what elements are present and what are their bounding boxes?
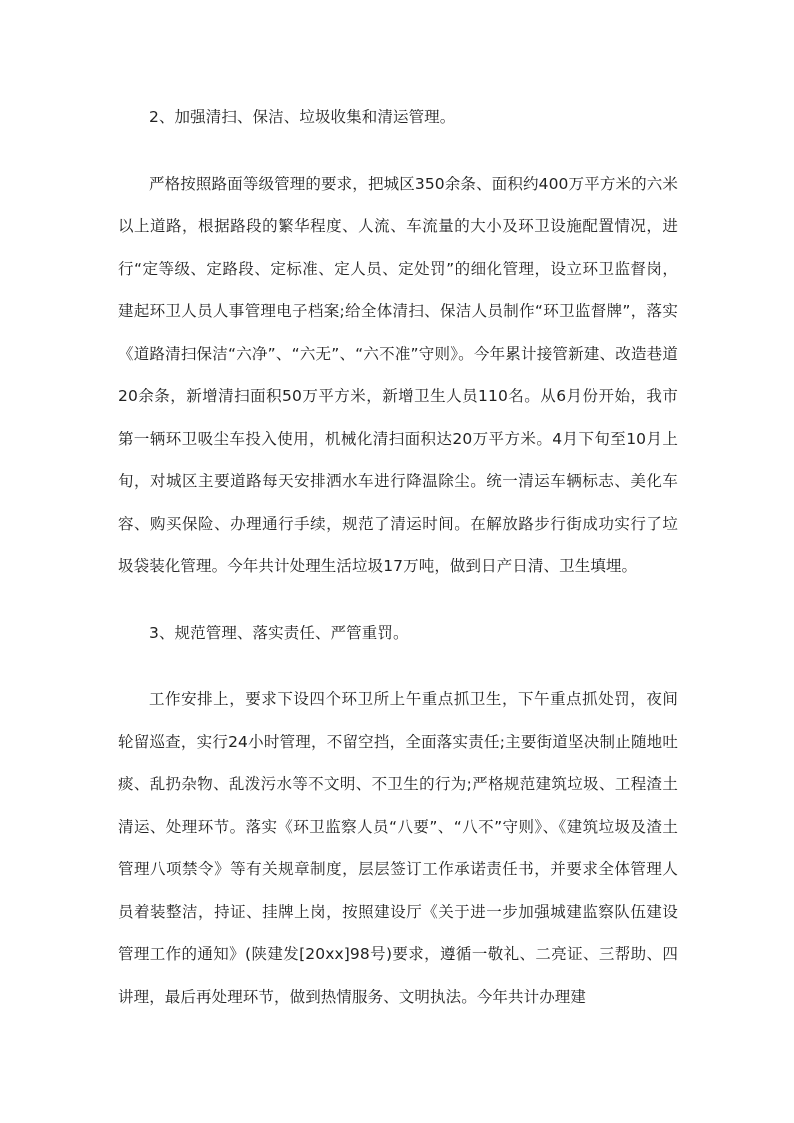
section-2-paragraph: 严格按照路面等级管理的要求，把城区350余条、面积约400万平方米的六米以上道路，根据路段的繁华程度、人流、车流量的大小及环卫设施配置情况，进行“定等级、定路段、定标准、定人员、定处罚”的细化管理，设立环卫监督岗，建起环卫人员人事管理电子档案;给全体清扫、保洁人员制作“环卫监督牌”，落实《道路清扫保洁“六净”、“六无”、“六不准”守则》。今年累计接管新建、改造巷道20余条，新增清扫面积50万平方米，新增卫生人员110名。从6月份开始，我市第一辆环卫吸尘车投入使用，机械化清扫面积达20万平方米。4月下旬至10月上旬，对城区主要道路每天安排洒水车进行降温除尘。统一清运车辆标志、美化车容、购买保险、办理通行手续，规范了清运时间。在解放路步行街成功实行了垃圾袋装化管理。今年共计处理生活垃圾17万吨，做到日产日清、卫生填埋。	[118, 174, 678, 575]
section-heading-3: 3、规范管理、落实责任、严管重罚。	[149, 623, 409, 642]
section-heading-2: 2、加强清扫、保洁、垃圾收集和清运管理。	[149, 108, 456, 126]
section-3-paragraph: 工作安排上，要求下设四个环卫所上午重点抓卫生，下午重点抓处罚，夜间轮留巡查，实行24小时管理，不留空挡，全面落实责任;主要街道坚决制止随地吐痰、乱扔杂物、乱泼污水等不文明、不卫生的行为;严格规范建筑垃圾、工程渣土清运、处理环节。落实《环卫监察人员“八要”、“八不”守则》、《建筑垃圾及渣土管理八项禁令》等有关规章制度，层层签订工作承诺责任书，并要求全体管理人员着装整洁，持证、挂牌上岗，按照建设厅《关于进一步加强城建监察队伍建设管理工作的通知》(陕建发[20xx]98号)要求，遵循一敬礼、二亮证、三帮助、四讲理，最后再处理环节，做到热情服务、文明执法。今年共计办理建	[118, 690, 678, 1006]
document-body	[118, 96, 678, 1018]
